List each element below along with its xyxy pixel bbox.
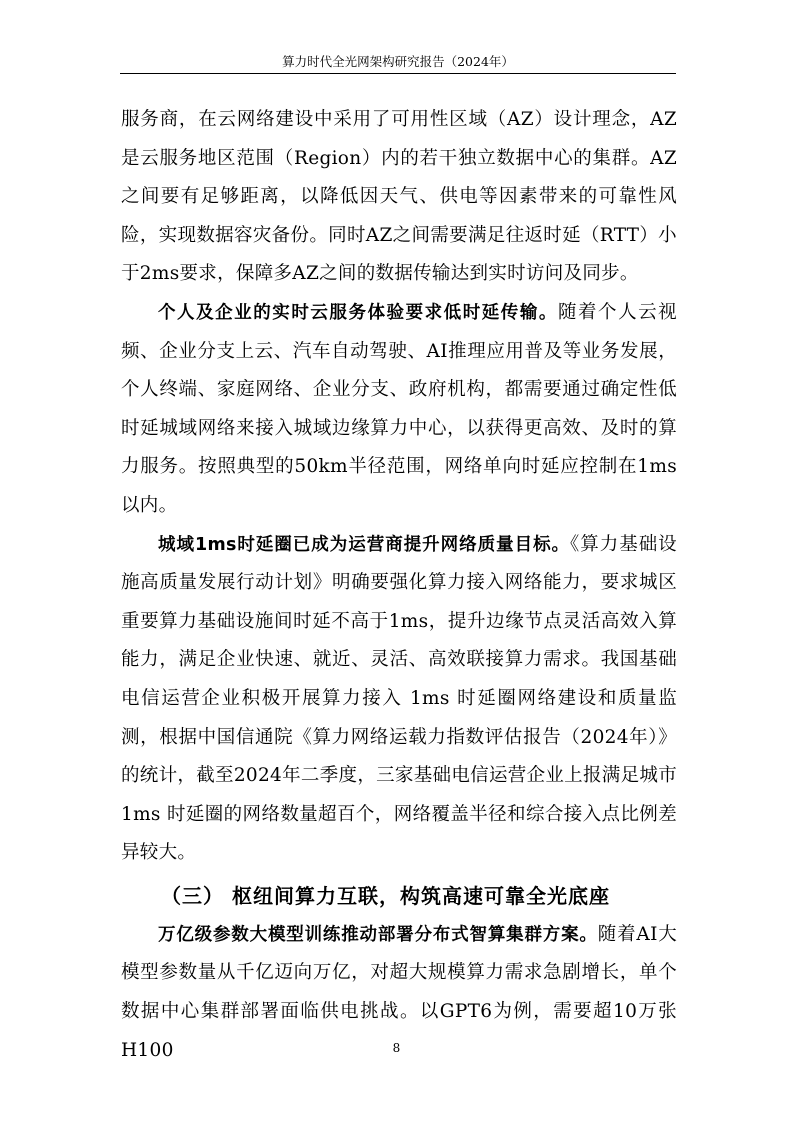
paragraph — [121, 101, 677, 294]
section-heading: （三） 枢纽间算力互联，构筑高速可靠全光底座 — [161, 883, 610, 908]
paragraph-lead: 个人及企业的实时云服务体验要求低时延传输。 — [158, 302, 558, 323]
header-divider — [120, 73, 676, 74]
paragraph — [121, 294, 677, 526]
paragraph-text: 服务商，在云网络建设中采用了可用性区域（AZ）设计理念，AZ是云服务地区范围（Region）内的若干独立数据中心的集群。AZ之间要有足够距离，以降低因天气、供电等因素带来的可靠性风险，实现数据容灾备份。同时AZ之间需要满足往返时延（RTT）小于2ms要求，保障多AZ之间的数据传输达到实时访问及同步。 — [121, 109, 677, 285]
paragraph-lead: 城域1ms时延圈已成为运营商提升网络质量目标。 — [158, 534, 571, 555]
paragraph — [121, 526, 677, 873]
running-header: 算力时代全光网架构研究报告（2024年） — [282, 54, 514, 69]
page-number: 8 — [392, 1041, 401, 1055]
paragraph-lead: 万亿级参数大模型训练推动部署分布式智算集群方案。 — [158, 924, 598, 945]
paragraph-text: 《算力基础设施高质量发展行动计划》明确要强化算力接入网络能力，要求城区重要算力基础设施间时延不高于1ms，提升边缘节点灵活高效入算能力，满足企业快速、就近、灵活、高效联接算力需求。我国基础电信运营企业积极开展算力接入 1ms 时延圈网络建设和质量监测，根据中国信通院《算力网络运载力指数评估报告（2024年）》的统计，截至2024年二季度，三家基础电信运营企业上报满足城市 1ms 时延圈的网络数量超百个，网络覆盖半径和综合接入点比例差异较大。 — [121, 533, 677, 864]
paragraph-text: 随着个人云视频、企业分支上云、汽车自动驾驶、AI推理应用普及等业务发展，个人终端、家庭网络、企业分支、政府机构，都需要通过确定性低时延城域网络来接入城域边缘算力中心，以获得更高效、及时的算力服务。按照典型的50km半径范围，网络单向时延应控制在1ms以内。 — [121, 301, 677, 516]
paragraph-text: 随着AI大模型参数量从千亿迈向万亿，对超大规模算力需求急剧增长，单个数据中心集群部署面临供电挑战。以GPT6为例，需要超10万张H100 — [121, 923, 678, 1061]
main-text — [121, 101, 677, 1070]
